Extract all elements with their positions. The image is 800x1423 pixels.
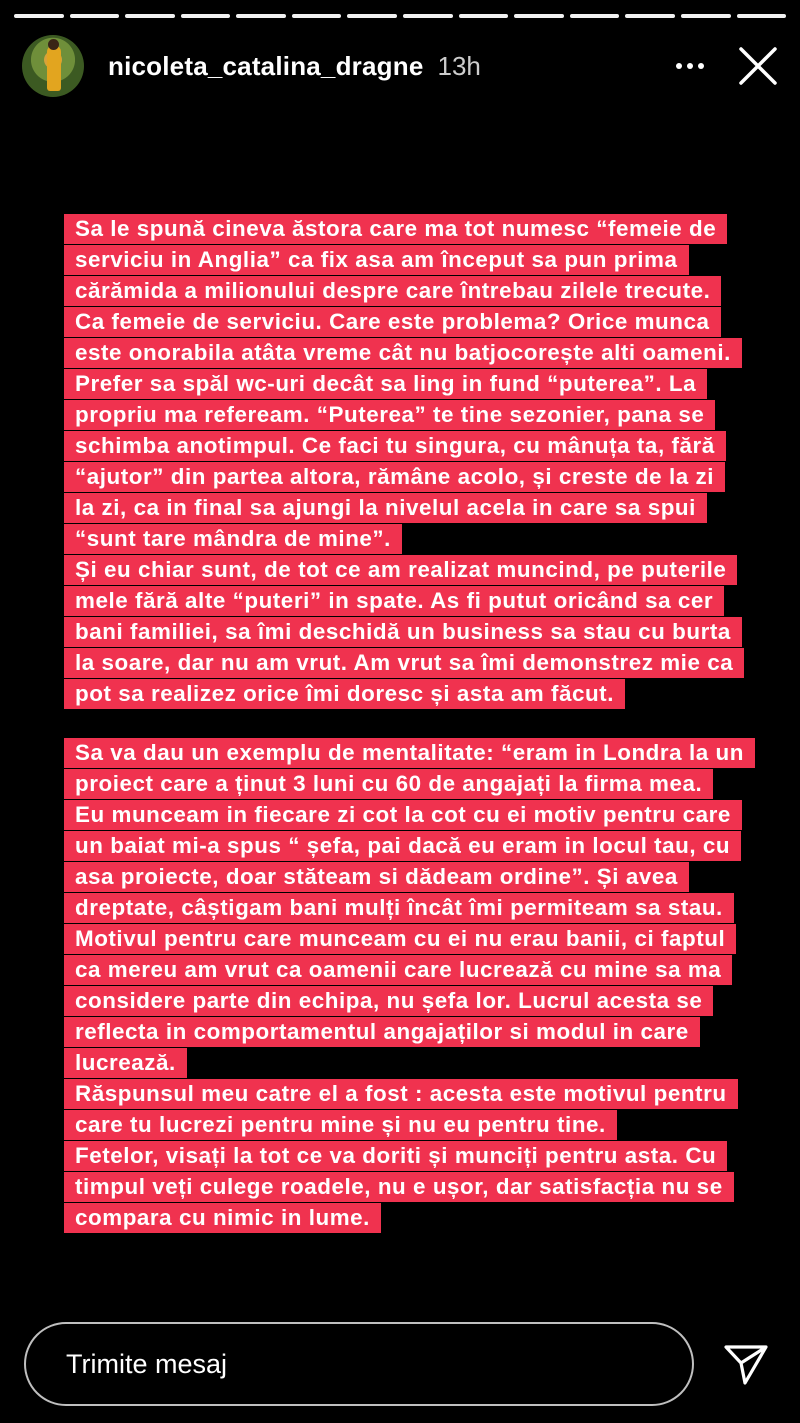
- text-line: [64, 461, 796, 492]
- highlighted-text: compara cu nimic in lume.: [64, 1203, 381, 1233]
- text-line: [64, 368, 796, 399]
- text-line: [64, 954, 796, 985]
- highlighted-text: asa proiecte, doar stăteam si dădeam ordine”. Și avea: [64, 862, 689, 892]
- progress-segment: [181, 14, 231, 18]
- highlighted-text: bani familiei, sa îmi deschidă un business sa stau cu burta: [64, 617, 742, 647]
- highlighted-text: este onorabila atâta vreme cât nu batjocorește alti oameni.: [64, 338, 742, 368]
- highlighted-text: schimba anotimpul. Ce faci tu singura, cu mânuța ta, fără: [64, 431, 726, 461]
- progress-segment: [403, 14, 453, 18]
- progress-segment: [14, 14, 64, 18]
- text-line: [64, 1016, 796, 1047]
- story-text-block-2: [64, 737, 796, 1233]
- avatar-head: [48, 39, 59, 50]
- highlighted-text: Răspunsul meu catre el a fost : acesta este motivul pentru: [64, 1079, 738, 1109]
- username-link[interactable]: nicoleta_catalina_dragne: [108, 50, 424, 81]
- highlighted-text: lucrează.: [64, 1048, 187, 1078]
- highlighted-text: timpul veți culege roadele, nu e ușor, dar satisfacția nu se: [64, 1172, 734, 1202]
- story-text-block-1: [64, 213, 796, 709]
- text-line: [64, 1202, 796, 1233]
- text-line: [64, 213, 796, 244]
- highlighted-text: dreptate, câștigam bani mulți încât îmi permiteam sa stau.: [64, 893, 734, 923]
- highlighted-text: propriu ma refeream. “Puterea” te tine sezonier, pana se: [64, 400, 715, 430]
- highlighted-text: care tu lucrezi pentru mine și nu eu pentru tine.: [64, 1110, 617, 1140]
- text-line: [64, 737, 796, 768]
- highlighted-text: serviciu in Anglia” ca fix asa am început sa pun prima: [64, 245, 689, 275]
- text-line: [64, 523, 796, 554]
- text-line: [64, 861, 796, 892]
- progress-segment: [625, 14, 675, 18]
- text-line: [64, 985, 796, 1016]
- progress-segment: [737, 14, 787, 18]
- story-footer: [24, 1322, 782, 1406]
- highlighted-text: considere parte din echipa, nu șefa lor. Lucrul acesta se: [64, 986, 713, 1016]
- highlighted-text: reflecta in comportamentul angajaților si modul in care: [64, 1017, 700, 1047]
- highlighted-text: ca mereu am vrut ca oamenii care lucrează cu mine sa ma: [64, 955, 732, 985]
- text-line: [64, 768, 796, 799]
- text-line: [64, 337, 796, 368]
- highlighted-text: proiect care a ținut 3 luni cu 60 de angajați la firma mea.: [64, 769, 713, 799]
- text-line: [64, 1109, 796, 1140]
- avatar[interactable]: [22, 35, 84, 97]
- progress-segment: [236, 14, 286, 18]
- highlighted-text: Sa le spună cineva ăstora care ma tot numesc “femeie de: [64, 214, 727, 244]
- story-progress-bar: [14, 14, 786, 18]
- story-header: [22, 34, 782, 98]
- text-line: [64, 554, 796, 585]
- progress-segment: [125, 14, 175, 18]
- text-line: [64, 678, 796, 709]
- progress-segment: [70, 14, 120, 18]
- text-line: [64, 799, 796, 830]
- more-dots-icon: [676, 63, 704, 69]
- text-line: [64, 399, 796, 430]
- highlighted-text: Fetelor, visați la tot ce va doriti și munciți pentru asta. Cu: [64, 1141, 727, 1171]
- close-icon: [738, 46, 778, 86]
- text-line: [64, 492, 796, 523]
- text-line: [64, 892, 796, 923]
- more-options-button[interactable]: [666, 42, 714, 90]
- highlighted-text: Eu munceam in fiecare zi cot la cot cu ei motiv pentru care: [64, 800, 742, 830]
- highlighted-text: la zi, ca in final sa ajungi la nivelul acela in care sa spui: [64, 493, 707, 523]
- avatar-figure: [47, 45, 61, 91]
- progress-segment: [570, 14, 620, 18]
- text-line: [64, 830, 796, 861]
- text-line: [64, 923, 796, 954]
- highlighted-text: cărămida a milionului despre care întrebau zilele trecute.: [64, 276, 721, 306]
- highlighted-text: Și eu chiar sunt, de tot ce am realizat muncind, pe puterile: [64, 555, 737, 585]
- highlighted-text: pot sa realizez orice îmi doresc și asta am făcut.: [64, 679, 625, 709]
- highlighted-text: Sa va dau un exemplu de mentalitate: “eram in Londra la un: [64, 738, 755, 768]
- highlighted-text: “ajutor” din partea altora, rămâne acolo, și creste de la zi: [64, 462, 725, 492]
- progress-segment: [681, 14, 731, 18]
- text-line: [64, 1171, 796, 1202]
- text-line: [64, 306, 796, 337]
- message-input[interactable]: [24, 1322, 694, 1406]
- story-timestamp: 13h: [437, 50, 481, 81]
- message-placeholder: Trimite mesaj: [66, 1348, 228, 1379]
- progress-segment: [292, 14, 342, 18]
- highlighted-text: un baiat mi-a spus “ șefa, pai dacă eu eram in locul tau, cu: [64, 831, 741, 861]
- highlighted-text: mele fără alte “puteri” in spate. As fi putut oricând sa cer: [64, 586, 724, 616]
- text-line: [64, 244, 796, 275]
- text-line: [64, 647, 796, 678]
- text-line: [64, 585, 796, 616]
- highlighted-text: Ca femeie de serviciu. Care este problema? Orice munca: [64, 307, 721, 337]
- text-line: [64, 1078, 796, 1109]
- progress-segment: [514, 14, 564, 18]
- progress-segment: [459, 14, 509, 18]
- highlighted-text: “sunt tare mândra de mine”.: [64, 524, 402, 554]
- text-line: [64, 1140, 796, 1171]
- text-line: [64, 275, 796, 306]
- highlighted-text: la soare, dar nu am vrut. Am vrut sa îmi demonstrez mie ca: [64, 648, 744, 678]
- highlighted-text: Prefer sa spăl wc-uri decât sa ling in fund “puterea”. La: [64, 369, 707, 399]
- text-line: [64, 1047, 796, 1078]
- text-line: [64, 616, 796, 647]
- close-button[interactable]: [734, 42, 782, 90]
- send-icon: [723, 1341, 769, 1387]
- text-line: [64, 430, 796, 461]
- send-button[interactable]: [718, 1336, 774, 1392]
- highlighted-text: Motivul pentru care munceam cu ei nu erau banii, ci faptul: [64, 924, 736, 954]
- progress-segment: [347, 14, 397, 18]
